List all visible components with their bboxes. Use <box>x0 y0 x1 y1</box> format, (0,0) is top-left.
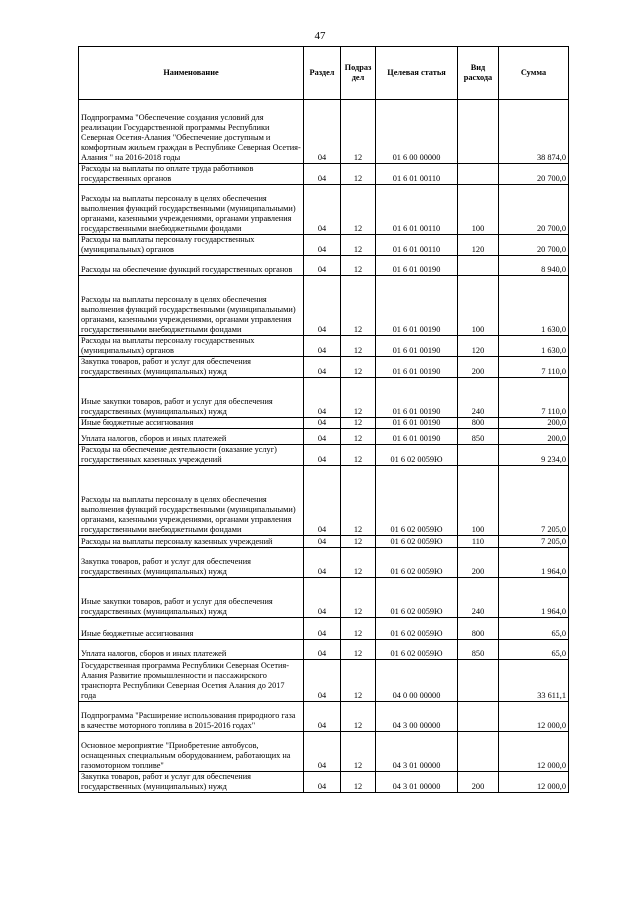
row-target: 01 6 01 00110 <box>376 185 458 235</box>
row-target: 04 3 01 00000 <box>376 732 458 772</box>
row-razdel: 04 <box>304 185 341 235</box>
row-name: Расходы на выплаты персоналу государственных (муниципальных) органов <box>79 235 304 256</box>
row-razdel: 04 <box>304 702 341 732</box>
table-row <box>79 732 569 772</box>
row-target: 01 6 01 00190 <box>376 429 458 445</box>
row-vid: 120 <box>458 336 499 357</box>
row-sum: 20 700,0 <box>499 185 569 235</box>
row-sum: 12 000,0 <box>499 702 569 732</box>
row-podrazdel: 12 <box>341 235 376 256</box>
row-podrazdel: 12 <box>341 185 376 235</box>
table-row <box>79 235 569 256</box>
row-target: 01 6 01 00190 <box>376 418 458 429</box>
table-row <box>79 618 569 640</box>
row-name: Подпрограмма "Обеспечение создания условий для реализации Государственной программы Республики Северная Осетия-Алания "Обеспечение доступным и комфортным жильем граждан в Республике Северная Осетия-Алания " на 2016-2018 годы <box>79 100 304 164</box>
row-razdel: 04 <box>304 578 341 618</box>
row-name: Закупка товаров, работ и услуг для обеспечения государственных (муниципальных) нужд <box>79 357 304 378</box>
row-target: 01 6 02 0059Ю <box>376 445 458 466</box>
row-sum: 7 110,0 <box>499 378 569 418</box>
row-name: Расходы на выплаты персоналу в целях обеспечения выполнения функций государственными (муниципальными) органами, казенными учреждениями, органами управления государственными внебюджетными фондами <box>79 466 304 536</box>
row-razdel: 04 <box>304 640 341 660</box>
row-razdel: 04 <box>304 235 341 256</box>
row-razdel: 04 <box>304 100 341 164</box>
row-razdel: 04 <box>304 445 341 466</box>
row-razdel: 04 <box>304 164 341 185</box>
table-row <box>79 772 569 793</box>
row-vid: 800 <box>458 418 499 429</box>
row-vid <box>458 256 499 276</box>
row-sum: 1 630,0 <box>499 336 569 357</box>
row-razdel: 04 <box>304 276 341 336</box>
row-podrazdel: 12 <box>341 548 376 578</box>
row-sum: 12 000,0 <box>499 772 569 793</box>
row-vid: 200 <box>458 772 499 793</box>
header-target: Целевая статья <box>376 47 458 100</box>
row-vid: 110 <box>458 536 499 548</box>
row-target: 01 6 01 00110 <box>376 235 458 256</box>
row-razdel: 04 <box>304 618 341 640</box>
row-vid: 100 <box>458 466 499 536</box>
table-row <box>79 185 569 235</box>
row-razdel: 04 <box>304 378 341 418</box>
row-sum: 1 964,0 <box>499 578 569 618</box>
row-podrazdel: 12 <box>341 702 376 732</box>
row-podrazdel: 12 <box>341 445 376 466</box>
row-name: Иные закупки товаров, работ и услуг для обеспечения государственных (муниципальных) нужд <box>79 578 304 618</box>
row-vid: 850 <box>458 429 499 445</box>
row-target: 01 6 01 00110 <box>376 164 458 185</box>
row-sum: 20 700,0 <box>499 164 569 185</box>
row-target: 01 6 02 0059Ю <box>376 640 458 660</box>
row-name: Подпрограмма "Расширение использования природного газа в качестве моторного топлива в 2015-2016 годах" <box>79 702 304 732</box>
row-podrazdel: 12 <box>341 640 376 660</box>
row-podrazdel: 12 <box>341 732 376 772</box>
row-razdel: 04 <box>304 466 341 536</box>
table-row <box>79 702 569 732</box>
row-sum: 7 205,0 <box>499 536 569 548</box>
table-row <box>79 640 569 660</box>
row-vid <box>458 445 499 466</box>
row-razdel: 04 <box>304 536 341 548</box>
table-row <box>79 336 569 357</box>
row-sum: 1 630,0 <box>499 276 569 336</box>
row-vid: 100 <box>458 276 499 336</box>
table-header-row <box>79 47 569 100</box>
row-razdel: 04 <box>304 660 341 702</box>
row-name: Расходы на выплаты персоналу в целях обеспечения выполнения функций государственными (муниципальными) органами, казенными учреждениями, органами управления государственными внебюджетными фондами <box>79 185 304 235</box>
row-podrazdel: 12 <box>341 336 376 357</box>
table-row <box>79 660 569 702</box>
budget-table <box>78 46 569 793</box>
row-name: Закупка товаров, работ и услуг для обеспечения государственных (муниципальных) нужд <box>79 548 304 578</box>
row-name: Расходы на обеспечение деятельности (оказание услуг) государственных казенных учреждений <box>79 445 304 466</box>
row-razdel: 04 <box>304 418 341 429</box>
row-vid: 120 <box>458 235 499 256</box>
row-vid: 240 <box>458 378 499 418</box>
row-vid <box>458 702 499 732</box>
row-vid: 850 <box>458 640 499 660</box>
row-sum: 33 611,1 <box>499 660 569 702</box>
table-row <box>79 378 569 418</box>
row-podrazdel: 12 <box>341 357 376 378</box>
row-target: 01 6 01 00190 <box>376 256 458 276</box>
row-name: Закупка товаров, работ и услуг для обеспечения государственных (муниципальных) нужд <box>79 772 304 793</box>
table-row <box>79 536 569 548</box>
header-name: Наименование <box>79 47 304 100</box>
row-podrazdel: 12 <box>341 276 376 336</box>
row-target: 01 6 02 0059Ю <box>376 578 458 618</box>
row-vid <box>458 100 499 164</box>
row-sum: 65,0 <box>499 640 569 660</box>
row-vid: 200 <box>458 357 499 378</box>
row-sum: 200,0 <box>499 429 569 445</box>
row-sum: 9 234,0 <box>499 445 569 466</box>
header-vid: Вид расхода <box>458 47 499 100</box>
row-sum: 8 940,0 <box>499 256 569 276</box>
row-podrazdel: 12 <box>341 772 376 793</box>
row-name: Иные закупки товаров, работ и услуг для обеспечения государственных (муниципальных) нужд <box>79 378 304 418</box>
row-name: Иные бюджетные ассигнования <box>79 418 304 429</box>
row-target: 01 6 00 00000 <box>376 100 458 164</box>
row-sum: 20 700,0 <box>499 235 569 256</box>
row-razdel: 04 <box>304 732 341 772</box>
row-sum: 12 000,0 <box>499 732 569 772</box>
table-row <box>79 256 569 276</box>
row-target: 01 6 02 0059Ю <box>376 466 458 536</box>
row-target: 01 6 01 00190 <box>376 357 458 378</box>
table-row <box>79 466 569 536</box>
row-target: 01 6 02 0059Ю <box>376 536 458 548</box>
row-sum: 1 964,0 <box>499 548 569 578</box>
row-podrazdel: 12 <box>341 378 376 418</box>
row-name: Расходы на выплаты персоналу казенных учреждений <box>79 536 304 548</box>
row-name: Уплата налогов, сборов и иных платежей <box>79 640 304 660</box>
row-vid: 800 <box>458 618 499 640</box>
row-podrazdel: 12 <box>341 618 376 640</box>
row-target: 01 6 01 00190 <box>376 276 458 336</box>
table-row <box>79 276 569 336</box>
table-row <box>79 429 569 445</box>
table-row <box>79 578 569 618</box>
row-vid <box>458 164 499 185</box>
row-sum: 7 110,0 <box>499 357 569 378</box>
header-podrazdel: Подраз дел <box>341 47 376 100</box>
row-target: 01 6 01 00190 <box>376 378 458 418</box>
table-row <box>79 548 569 578</box>
header-sum: Сумма <box>499 47 569 100</box>
row-name: Иные бюджетные ассигнования <box>79 618 304 640</box>
row-podrazdel: 12 <box>341 536 376 548</box>
row-name: Расходы на выплаты персоналу государственных (муниципальных) органов <box>79 336 304 357</box>
row-razdel: 04 <box>304 772 341 793</box>
row-razdel: 04 <box>304 548 341 578</box>
row-razdel: 04 <box>304 429 341 445</box>
row-target: 01 6 02 0059Ю <box>376 618 458 640</box>
table-row <box>79 164 569 185</box>
row-sum: 65,0 <box>499 618 569 640</box>
row-vid <box>458 732 499 772</box>
row-sum: 7 205,0 <box>499 466 569 536</box>
page-number: 47 <box>314 30 326 42</box>
row-name: Уплата налогов, сборов и иных платежей <box>79 429 304 445</box>
row-razdel: 04 <box>304 256 341 276</box>
table-row <box>79 100 569 164</box>
row-sum: 200,0 <box>499 418 569 429</box>
row-razdel: 04 <box>304 357 341 378</box>
row-vid: 240 <box>458 578 499 618</box>
row-podrazdel: 12 <box>341 578 376 618</box>
row-target: 01 6 01 00190 <box>376 336 458 357</box>
row-podrazdel: 12 <box>341 429 376 445</box>
header-razdel: Раздел <box>304 47 341 100</box>
row-name: Основное мероприятие "Приобретение автобусов, оснащенных специальным оборудованием, работающих на газомоторном топливе" <box>79 732 304 772</box>
row-podrazdel: 12 <box>341 256 376 276</box>
row-podrazdel: 12 <box>341 164 376 185</box>
table-row <box>79 357 569 378</box>
row-name: Государственная программа Республики Северная Осетия-Алания Развитие промышленности и пассажирского транспорта Республики Северная Осетия Алания до 2017 года <box>79 660 304 702</box>
row-podrazdel: 12 <box>341 418 376 429</box>
row-vid: 200 <box>458 548 499 578</box>
row-name: Расходы на выплаты по оплате труда работников государственных органов <box>79 164 304 185</box>
row-target: 01 6 02 0059Ю <box>376 548 458 578</box>
row-podrazdel: 12 <box>341 100 376 164</box>
table-row <box>79 445 569 466</box>
row-target: 04 0 00 00000 <box>376 660 458 702</box>
table-row <box>79 418 569 429</box>
row-target: 04 3 00 00000 <box>376 702 458 732</box>
row-sum: 38 874,0 <box>499 100 569 164</box>
row-name: Расходы на выплаты персоналу в целях обеспечения выполнения функций государственными (муниципальными) органами, казенными учреждениями, органами управления государственными внебюджетными фондами <box>79 276 304 336</box>
row-name: Расходы на обеспечение функций государственных органов <box>79 256 304 276</box>
row-vid: 100 <box>458 185 499 235</box>
row-target: 04 3 01 00000 <box>376 772 458 793</box>
row-podrazdel: 12 <box>341 466 376 536</box>
row-vid <box>458 660 499 702</box>
row-razdel: 04 <box>304 336 341 357</box>
row-podrazdel: 12 <box>341 660 376 702</box>
